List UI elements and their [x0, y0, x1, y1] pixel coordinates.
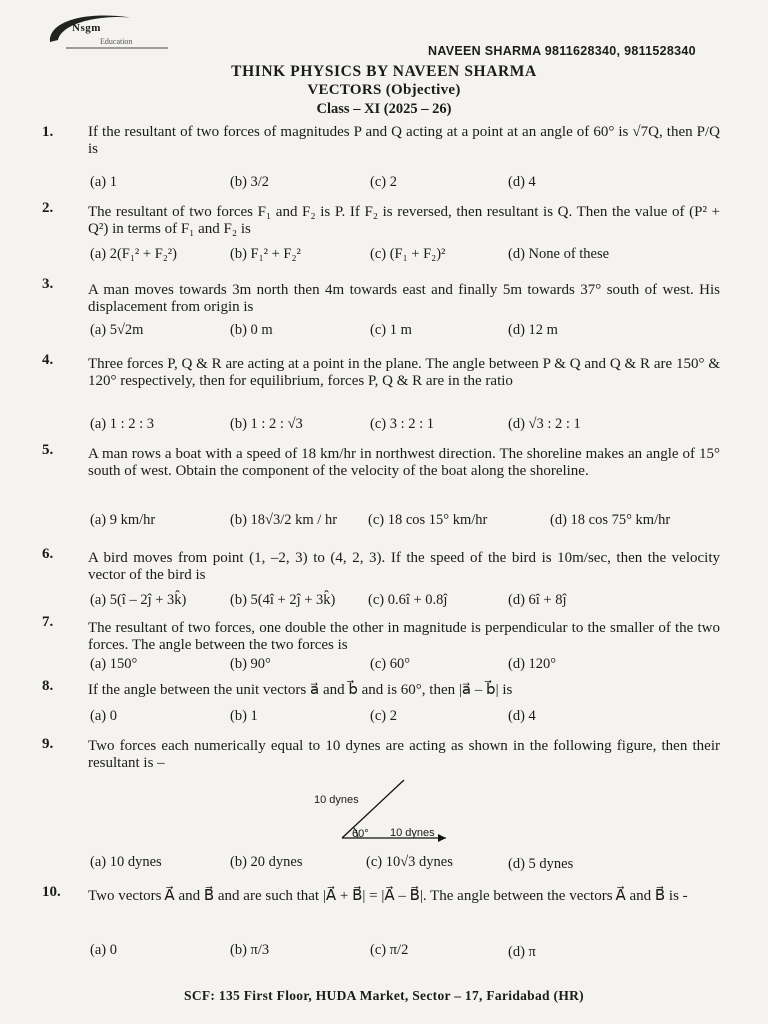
option-d: (d) 4 — [508, 708, 536, 724]
question-number: 6. — [42, 546, 54, 562]
option-d: (d) 5 dynes — [508, 856, 574, 872]
question-text: A man rows a boat with a speed of 18 km/hr in northwest direction. The shoreline makes an angle of 15° south of west. Obtain the component of the velocity of the boat along the shoreline. — [88, 446, 720, 479]
option-d: (d) 4 — [508, 174, 536, 190]
option-a: (a) 1 : 2 : 3 — [90, 416, 155, 432]
option-a: (a) 1 — [90, 174, 117, 190]
option-b: (b) 5(4î + 2ĵ + 3k̂) — [230, 592, 336, 608]
question-text: Two vectors A⃗ and B⃗ and are such that |A⃗ + B⃗| = |A⃗ – B⃗|. The angle between the vectors A⃗ and B⃗ is - — [88, 888, 688, 904]
option-a: (a) 2(F₁² + F₂²) — [90, 246, 177, 262]
option-c: (c) (F₁ + F₂)² — [370, 246, 446, 262]
question-number: 9. — [42, 736, 54, 752]
question-text: Three forces P, Q & R are acting at a point in the plane. The angle between P & Q and Q & R are 150° & 120° respectively, then for equilibrium, forces P, Q & R are in the ratio — [88, 356, 720, 389]
question-text: Two forces each numerically equal to 10 dynes are acting as shown in the following figure, then their resultant is – — [88, 738, 720, 771]
option-c: (c) 3 : 2 : 1 — [370, 416, 435, 432]
option-a: (a) 10 dynes — [90, 854, 162, 870]
option-b: (b) F₁² + F₂² — [230, 246, 301, 262]
contact-line: NAVEEN SHARMA 9811628340, 9811528340 — [428, 44, 696, 58]
option-b: (b) 20 dynes — [230, 854, 303, 870]
force-diagram — [300, 772, 460, 852]
topic-title: VECTORS (Objective) — [307, 82, 461, 98]
question-number: 8. — [42, 678, 54, 694]
question-text: A man moves towards 3m north then 4m towards east and finally 5m towards 37° south of west. His displacement from origin is — [88, 282, 720, 315]
option-c: (c) 18 cos 15° km/hr — [368, 512, 488, 528]
option-d: (d) π — [508, 944, 536, 960]
question-text: The resultant of two forces F₁ and F₂ is P. If F₂ is reversed, then resultant is Q. Then the value of (P² + Q²) in terms of F₁ and F₂ is — [88, 204, 720, 237]
question-number: 5. — [42, 442, 54, 458]
question-number: 3. — [42, 276, 54, 292]
footer-address: SCF: 135 First Floor, HUDA Market, Sector – 17, Faridabad (HR) — [184, 988, 584, 1003]
option-a: (a) 150° — [90, 656, 138, 672]
question-text: The resultant of two forces, one double the other in magnitude is perpendicular to the smaller of the two forces. The angle between the two forces is — [88, 620, 720, 653]
option-a: (a) 0 — [90, 708, 117, 724]
option-c: (c) 0.6î + 0.8ĵ — [368, 592, 448, 608]
question-number: 1. — [42, 124, 54, 140]
figure-label-top: 10 dynes — [314, 794, 359, 806]
question-text: If the angle between the unit vectors a⃗ and b⃗ and is 60°, then |a⃗ – b⃗| is — [88, 682, 513, 698]
option-c: (c) π/2 — [370, 942, 409, 958]
option-b: (b) 0 m — [230, 322, 273, 338]
option-d: (d) None of these — [508, 246, 610, 262]
question-number: 2. — [42, 200, 54, 216]
question-number: 7. — [42, 614, 54, 630]
option-b: (b) 18√3/2 km / hr — [230, 512, 338, 528]
option-d: (d) √3 : 2 : 1 — [508, 416, 581, 432]
option-b: (b) 3/2 — [230, 174, 270, 190]
option-c: (c) 1 m — [370, 322, 412, 338]
option-a: (a) 9 km/hr — [90, 512, 156, 528]
option-c: (c) 2 — [370, 174, 397, 190]
question-number: 10. — [42, 884, 61, 900]
figure-label-bottom: 10 dynes — [390, 827, 435, 839]
figure-label-angle: 60° — [352, 828, 369, 840]
option-a: (a) 5(î – 2ĵ + 3k̂) — [90, 592, 187, 608]
class-title: Class – XI (2025 – 26) — [316, 101, 452, 117]
question-text: A bird moves from point (1, –2, 3) to (4, 2, 3). If the speed of the bird is 10m/sec, then the velocity vector of the bird is — [88, 550, 720, 583]
option-c: (c) 60° — [370, 656, 411, 672]
option-b: (b) 1 — [230, 708, 258, 724]
option-b: (b) 1 : 2 : √3 — [230, 416, 303, 432]
logo-text: Nsgm — [72, 22, 101, 34]
page-title: THINK PHYSICS BY NAVEEN SHARMA — [231, 63, 537, 80]
option-b: (b) 90° — [230, 656, 271, 672]
option-d: (d) 120° — [508, 656, 557, 672]
option-d: (d) 18 cos 75° km/hr — [550, 512, 671, 528]
question-number: 4. — [42, 352, 54, 368]
logo-subtext: Education — [100, 37, 133, 46]
option-c: (c) 2 — [370, 708, 397, 724]
header — [0, 62, 768, 119]
option-d: (d) 6î + 8ĵ — [508, 592, 567, 608]
option-a: (a) 0 — [90, 942, 117, 958]
option-c: (c) 10√3 dynes — [366, 854, 453, 870]
question-text: If the resultant of two forces of magnitudes P and Q acting at a point at an angle of 60° is √7Q, then P/Q is — [88, 124, 720, 157]
option-d: (d) 12 m — [508, 322, 558, 338]
option-a: (a) 5√2m — [90, 322, 144, 338]
force-vectors-icon — [300, 772, 460, 852]
option-b: (b) π/3 — [230, 942, 270, 958]
